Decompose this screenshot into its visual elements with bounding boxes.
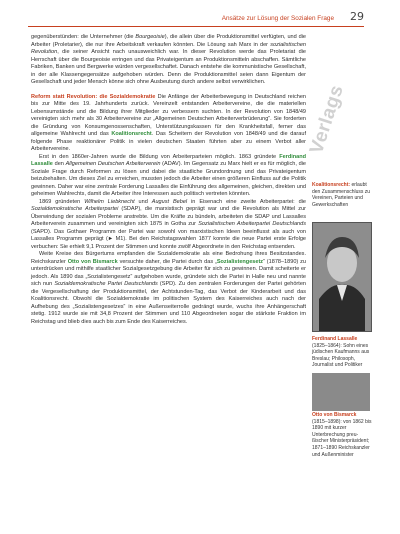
section-paragraph-1: Reform statt Revolution: die Sozialdemokratie Die Anfänge der Arbeiterbewegung in Deutschland reichen bis zur Mitte des 19. Jahrhunderts zurück. Vereinzelt entstanden Arbeitervereine, die die materiellen Lebensumstände und die Bildung ihrer Mitglieder zu verbessern suchten. In der Revolution von 1848/49 vereinigten sich mehr als 30 Arbeitervereine zur „Allgemeinen Deutschen Arbeiterverbrüderung“. Sie forderten die Gründung von Konsumgenossenschaften, Unterstützungskassen für den Krankheitsfall, ferner das allgemeine Wahlrecht und das Koalitionsrecht. Das Scheitern der Revolution von 1848/49 und die darauf folgende Phase reaktionärer Politik in vielen deutschen Staaten führten aber zu einem Verbot aller Arbeitervereine. bbox=[31, 93, 306, 152]
portrait-photo-icon bbox=[312, 373, 370, 411]
section-paragraph-2: Erst in den 1860er-Jahren wurde die Bildung von Arbeiterparteien möglich. 1863 gründete Ferdinand Lassalle den Allgemeinen Deutschen Arbeiterverein (ADAV). Im Gegensatz zu Marx hielt er es für möglich, die Soziale Frage durch Reformen zu lösen und dabei die staatliche Grundordnung und das Privateigentum beizubehalten. Um dieses Ziel zu erreichen, mussten jedoch die Arbeiter einen größeren Einfluss auf die Politik gewinnen. Daher war eine zentrale Forderung Lassalles die Einführung des allgemeinen, gleichen, direkten und geheimen Wahlrechts, damit die Arbeiter ihre Interessen auch politisch vertreten könnten. bbox=[31, 153, 306, 197]
running-title: Ansätze zur Lösung der Sozialen Frage bbox=[221, 15, 334, 22]
bismarck-portrait-frame bbox=[312, 373, 370, 411]
bismarck-caption: Otto von Bismarck (1815–1898): von 1862 bis 1890 mit kurzer Unterbrechung preußischer Ministerpräsident; 1871–1890 Reichskanzler und Außenminister bbox=[312, 412, 372, 458]
watermark: Verlags bbox=[306, 82, 348, 157]
lassalle-portrait bbox=[312, 222, 372, 332]
section-paragraph-4: Weite Kreise des Bürgertums empfanden die Sozialdemokratie als eine Bedrohung ihres Besitzstandes. Reichskanzler Otto von Bismarck versuchte daher, die Partei durch das „Sozialistengesetz“ (1878–1890) zu unterdrücken und mithilfe staatlicher Sozialgesetzgebung die Arbeiter für sich zu gewinnen. Damit scheiterte er jedoch. Als 1890 das „Sozialistengesetz“ aufgehoben wurde, gründete sich die Partei in Halle neu und nannte sich nun Sozialdemokratische Partei Deutschlands (SPD). Zu den zentralen Forderungen der Partei gehörten die Vergesellschaftung der Produktionsmittel, der Achtstunden-Tag, das Verbot der Kinderarbeit und das Koalitionsrecht. Obwohl die Sozialdemokratie im politischen System des Kaiserreiches auch nach der Aufhebung des „Sozialistengesetzes“ in eine Außenseiterrolle gedrängt wurde, wuchs ihre Anhängerschaft stetig. 1912 wurde sie mit 34,8 Prozent der Stimmen und 110 Abgeordneten sogar die stärkste Fraktion im Reichstag und blieb dies auch bis zum Ende des Kaiserreiches. bbox=[31, 251, 306, 325]
page-number: 29 bbox=[350, 10, 364, 23]
section-paragraph-3: 1869 gründeten Wilhelm Liebknecht und August Bebel in Eisenach eine zweite Arbeiterpartei: die Sozialdemokratische Arbeiterpartei (SDAP), die marxistisch geprägt war und die Revolution als Mittel zur Überwindung der sozialen Probleme anstrebte. Um die Kräfte zu bündeln, arbeiteten die SDAP und Lassalles Arbeiterverein zusammen und vereinigten sich 1875 in Gotha zur Sozialistischen Arbeiterpartei Deutschlands (SAPD). Das Gothaer Programm der Partei war sowohl von marxistischen Ideen beeinflusst als auch von Lassalles Programm geprägt (► M1). Bei den Reichstagswahlen 1877 konnte die neue Partei erste Erfolge verbuchen: Sie erhielt 9,1 Prozent der Stimmen und konnte zwölf Abgeordnete in den Reichstag entsenden. bbox=[31, 198, 307, 250]
page-header bbox=[28, 10, 364, 27]
portrait-photo-icon bbox=[313, 223, 371, 331]
section-heading: Reform statt Revolution: die Sozialdemokratie bbox=[31, 93, 156, 100]
main-text bbox=[31, 34, 306, 326]
lassalle-caption-text: Ferdinand Lassalle (1825–1864): Sohn eines jüdischen Kaufmanns aus Breslau; Philosoph, Journalist und Politiker bbox=[312, 336, 370, 369]
intro-paragraph: gegenüberstünden: die Unternehmer (die Bourgeoisie), die allein über die Produktionsmittel verfügten, und die Arbeiter (Proletarier), die nur ihre Arbeitskraft verkaufen könnten. Die Lösung sah Marx in der sozialistischen Revolution, die seiner Ansicht nach unausweichlich war. In dieser Revolution werde das Proletariat die Herrschaft über die Bourgeoisie erringen und das Privateigentum an Produktionsmitteln abschaffen. Sämtliche Fabriken, Banken und Bergwerke würden vergesellschaftet. Danach entstehe die kommunistische Gesellschaft, in der alle Klassengegensätze aufgehoben würden. Denn die Produktionsmittel seien dann Eigentum der Gesellschaft und jeder Mensch könne sich ohne Ausbeutung durch andere selbst verwirklichen. bbox=[31, 34, 306, 85]
sidebar-note-koalitionsrecht: Koalitionsrecht: erlaubt den Zusammenschluss zu Vereinen, Parteien und Gewerkschaften bbox=[312, 182, 371, 208]
